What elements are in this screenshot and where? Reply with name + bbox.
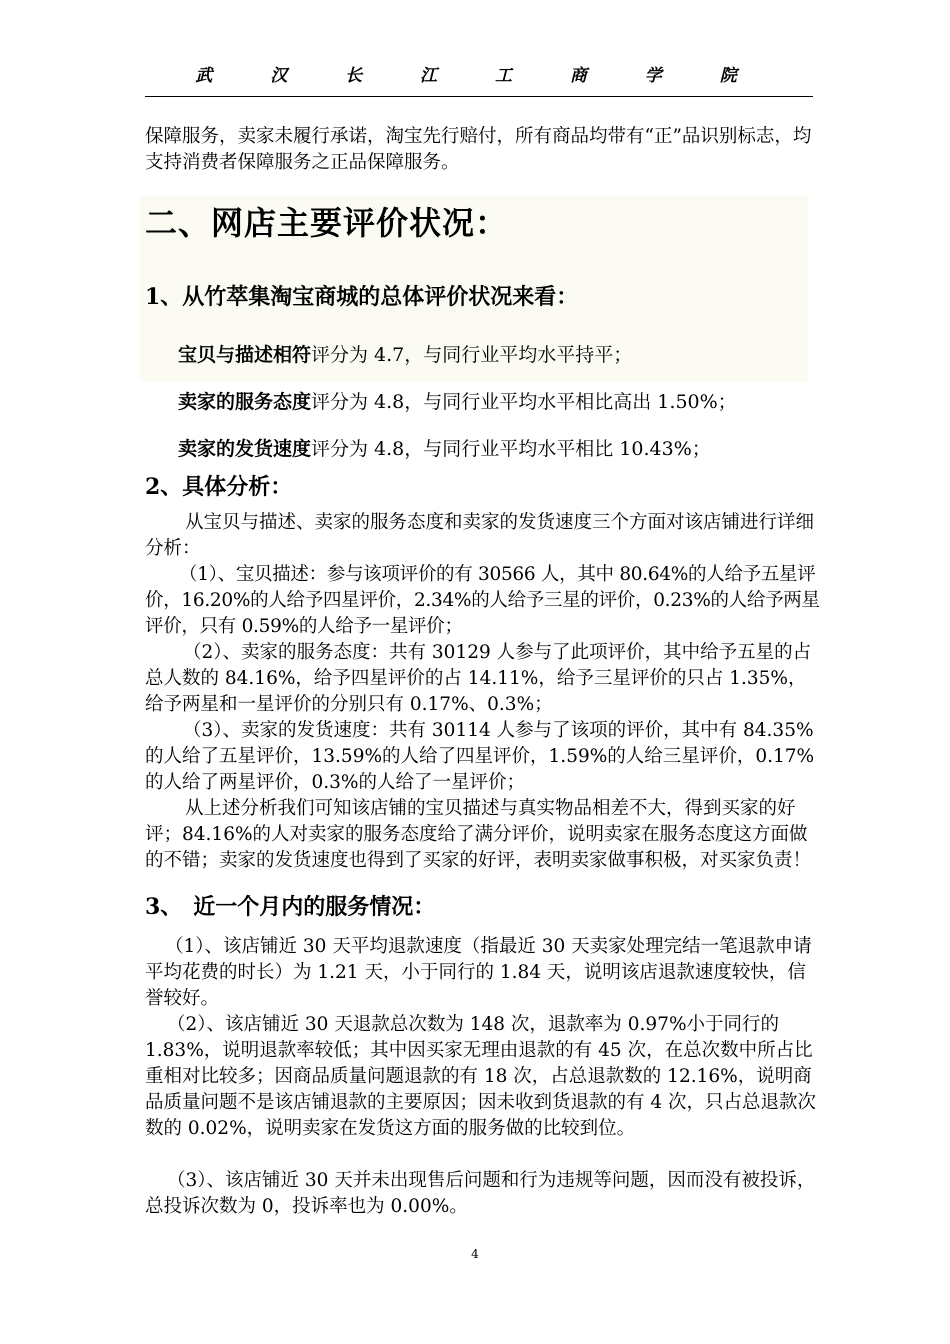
analysis-item-3: （3）、卖家的发货速度：共有 30114 人参与了该项的评价，其中有 84.35%的人给了五星评价，13.59%的人给了四星评价，1.59%的人给三星评价，0.17%的人给了两星评价，0.3%的人给了一星评价； — [145, 720, 815, 793]
rating-item — [178, 388, 737, 416]
page-number: 4 — [471, 1247, 479, 1261]
service-item-1: （1）、该店铺近 30 天平均退款速度（指最近 30 天卖家处理完结一笔退款申请平均花费的时长）为 1.21 天，小于同行的 1.84 天，说明该店退款速度较快，信誉较好。 — [145, 936, 812, 1009]
rating-label: 卖家的发货速度 — [178, 438, 312, 460]
page-header-title: 武 汉 长 江 工 商 学 院 — [195, 66, 763, 86]
analysis-item-1: （1）、宝贝描述：参与该项评价的有 30566 人，其中 80.64%的人给予五星评价，16.20%的人给予四星评价，2.34%的人给予三星的评价，0.23%的人给予两星评价，只有 0.59%的人给予一星评价； — [145, 564, 820, 637]
analysis-summary: 从上述分析我们可知该店铺的宝贝描述与真实物品相差不大，得到买家的好评；84.16%的人对卖家的服务态度给了满分评价，说明卖家在服务态度这方面做的不错；卖家的发货速度也得到了买家的好评，表明卖家做事积极，对买家负责！ — [145, 798, 812, 871]
intro-paragraph: 保障服务，卖家未履行承诺，淘宝先行赔付，所有商品均带有“正”品识别标志，均支持消费者保障服务之正品保障服务。 — [145, 126, 812, 173]
rating-label: 卖家的服务态度 — [178, 391, 312, 413]
service-item-3: （3）、该店铺近 30 天并未出现售后问题和行为违规等问题，因而没有被投诉，总投诉次数为 0，投诉率也为 0.00%。 — [145, 1170, 816, 1217]
subsection-3-title: 3、 近一个月内的服务情况： — [145, 894, 436, 920]
subsection-2-title: 2、具体分析： — [145, 474, 293, 500]
rating-item — [178, 341, 632, 369]
rating-label: 宝贝与描述相符 — [178, 344, 312, 366]
analysis-item-2: （2）、卖家的服务态度：共有 30129 人参与了此项评价，其中给予五星的占总人数的 84.16%，给予四星评价的占 14.11%，给予三星评价的只占 1.35%，给予两星和一星评价的分别只有 0.17%、0.3%； — [145, 642, 812, 715]
analysis-intro: 从宝贝与描述、卖家的服务态度和卖家的发货速度三个方面对该店铺进行详细分析： — [145, 512, 815, 559]
header-divider — [145, 96, 813, 97]
service-item-2: （2）、该店铺近 30 天退款总次数为 148 次，退款率为 0.97%小于同行的 1.83%，说明退款率较低；其中因买家无理由退款的有 45 次，在总次数中所占比重相对比较多；因商品质量问题退款的有 18 次，占总退款数的 12.16%，说明商品质量问题不是该店铺退款的主要原因；因未收到货退款的有 4 次，只占总退款次数的 0.02%，说明卖家在发货这方面的服务做的比较到位。 — [145, 1014, 817, 1139]
rating-text: 评分为 4.7，与同行业平均水平持平； — [311, 344, 633, 366]
rating-text: 评分为 4.8，与同行业平均水平相比 10.43%； — [311, 438, 711, 460]
rating-text: 评分为 4.8，与同行业平均水平相比高出 1.50%； — [311, 391, 737, 413]
subsection-1-title: 1、从竹萃集淘宝商城的总体评价状况来看： — [145, 284, 579, 310]
rating-item — [178, 435, 711, 463]
section-title: 二、网店主要评价状况： — [145, 204, 509, 242]
